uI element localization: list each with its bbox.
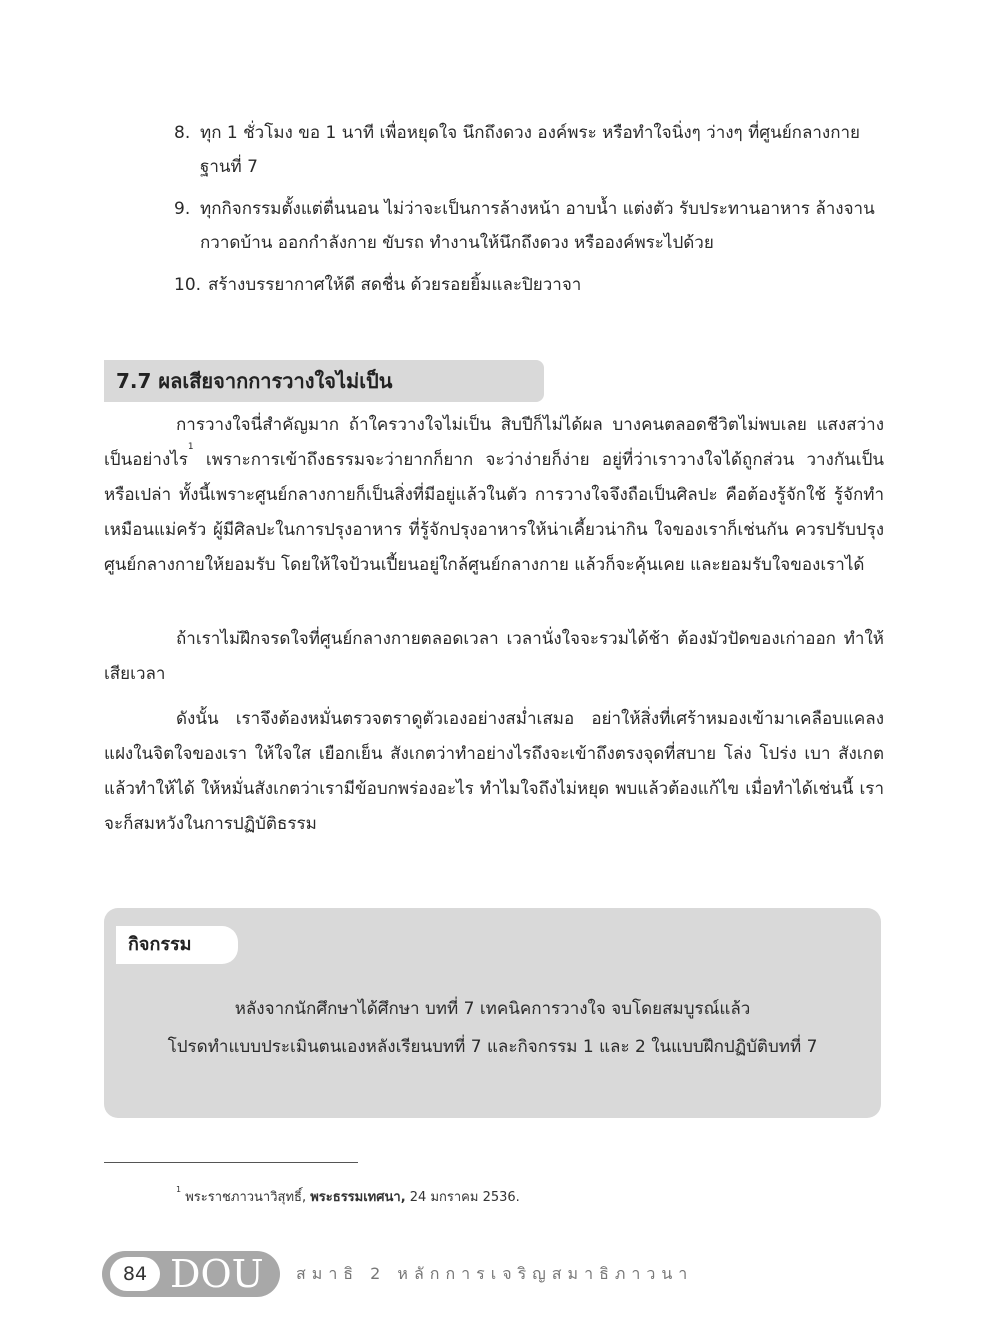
footer-badge bbox=[102, 1251, 280, 1297]
section-heading: 7.7 ผลเสียจากการวางใจไม่เป็น bbox=[104, 360, 544, 402]
numbered-list bbox=[174, 116, 886, 310]
paragraph-3: ดังนั้น เราจึงต้องหมั่นตรวจตราดูตัวเองอย่างสม่ำเสมอ อย่าให้สิ่งที่เศร้าหมองเข้ามาเคลือบแคลงแฝงในจิตใจของเรา ให้ใจใส เยือกเย็น สังเกตว่าทำอย่างไรถึงจะเข้าถึงตรงจุดที่สบาย โล่ง โปร่ง เบา สังเกตแล้วทำให้ได้ ให้หมั่นสังเกตว่าเรามีข้อบกพร่องอะไร ทำไมใจถึงไม่หยุด พบแล้วต้องแก้ไข เมื่อทำได้เช่นนี้ เราจะก็สมหวังในการปฏิบัติธรรม bbox=[104, 709, 884, 834]
dou-logo: DOU bbox=[170, 1252, 264, 1296]
paragraph-1-text-a: การวางใจนี่สำคัญมาก ถ้าใครวางใจไม่เป็น สิบปีก็ไม่ได้ผล บางคนตลอดชีวิตไม่พบเลย แสงสว่างเป็นอย่างไร bbox=[104, 415, 884, 470]
activity-line-1: หลังจากนักศึกษาได้ศึกษา บทที่ 7 เทคนิคการวางใจ จบโดยสมบูรณ์แล้ว bbox=[234, 999, 751, 1019]
book-title: สมาธิ 2 หลักการเจริญสมาธิภาวนา bbox=[296, 1264, 694, 1283]
paragraph-2: ถ้าเราไม่ฝึกจรดใจที่ศูนย์กลางกายตลอดเวลา เวลานั่งใจจะรวมได้ช้า ต้องมัวปัดของเก่าออก ทำให้เสียเวลา bbox=[104, 629, 884, 684]
paragraph-1-text-b: เพราะการเข้าถึงธรรมจะว่ายากก็ยาก จะว่าง่ายก็ง่าย อยู่ที่ว่าเราวางใจได้ถูกส่วน วางกันเป็นหรือเปล่า ทั้งนี้เพราะศูนย์กลางกายก็เป็นสิ่งที่มีอยู่แล้วในตัว การวางใจจึงถือเป็นศิลปะ คือต้องรู้จักใช้ รู้จักทำ เหมือนแม่ครัว ผู้มีศิลปะในการปรุงอาหาร ที่รู้จักปรุงอาหารให้น่าเคี้ยวน่ากิน ใจของเราก็เช่นกัน ควรปรับปรุงศูนย์กลางกายให้ยอมรับ โดยให้ใจป้วนเปี้ยนอยู่ใกล้ศูนย์กลางกาย แล้วก็จะคุ้นเคย และยอมรับใจของเราได้ bbox=[104, 450, 884, 575]
footnote-book: พระธรรมเทศนา, bbox=[310, 1190, 406, 1205]
activity-box bbox=[104, 908, 881, 1118]
list-number: 10. bbox=[174, 275, 202, 295]
list-text: ทุกกิจกรรมตั้งแต่ตื่นนอน ไม่ว่าจะเป็นการล้างหน้า อาบน้ำ แต่งตัว รับประทานอาหาร ล้างจาน กวาดบ้าน ออกกำลังกาย ขับรถ ทำงานให้นึกถึงดวง หรือองค์พระไปด้วย bbox=[200, 199, 875, 253]
activity-line-2: โปรดทำแบบประเมินตนเองหลังเรียนบทที่ 7 และกิจกรรม 1 และ 2 ในแบบฝึกปฏิบัติบทที่ 7 bbox=[167, 1037, 818, 1057]
page-number: 84 bbox=[110, 1257, 160, 1291]
list-number: 8. bbox=[174, 123, 191, 143]
footnote-number: 1 bbox=[176, 1185, 182, 1194]
paragraph-1 bbox=[104, 408, 884, 583]
footnote bbox=[176, 1186, 520, 1207]
activity-text bbox=[104, 990, 881, 1066]
list-item bbox=[174, 192, 886, 260]
footnote-date: 24 มกราคม 2536. bbox=[405, 1190, 520, 1205]
list-text: ทุก 1 ชั่วโมง ขอ 1 นาที เพื่อหยุดใจ นึกถึงดวง องค์พระ หรือทำใจนิ่งๆ ว่างๆ ที่ศูนย์กลางกายฐานที่ 7 bbox=[200, 123, 861, 177]
footnote-ref: 1 bbox=[187, 442, 194, 452]
list-number: 9. bbox=[174, 199, 191, 219]
list-item bbox=[174, 116, 886, 184]
list-text: สร้างบรรยากาศให้ดี สดชื่น ด้วยรอยยิ้มและปิยวาจา bbox=[208, 275, 582, 295]
activity-label: กิจกรรม bbox=[116, 926, 238, 964]
list-item bbox=[174, 268, 886, 302]
footnote-divider bbox=[104, 1162, 358, 1163]
footnote-author: พระราชภาวนาวิสุทธิ์, bbox=[185, 1190, 311, 1205]
